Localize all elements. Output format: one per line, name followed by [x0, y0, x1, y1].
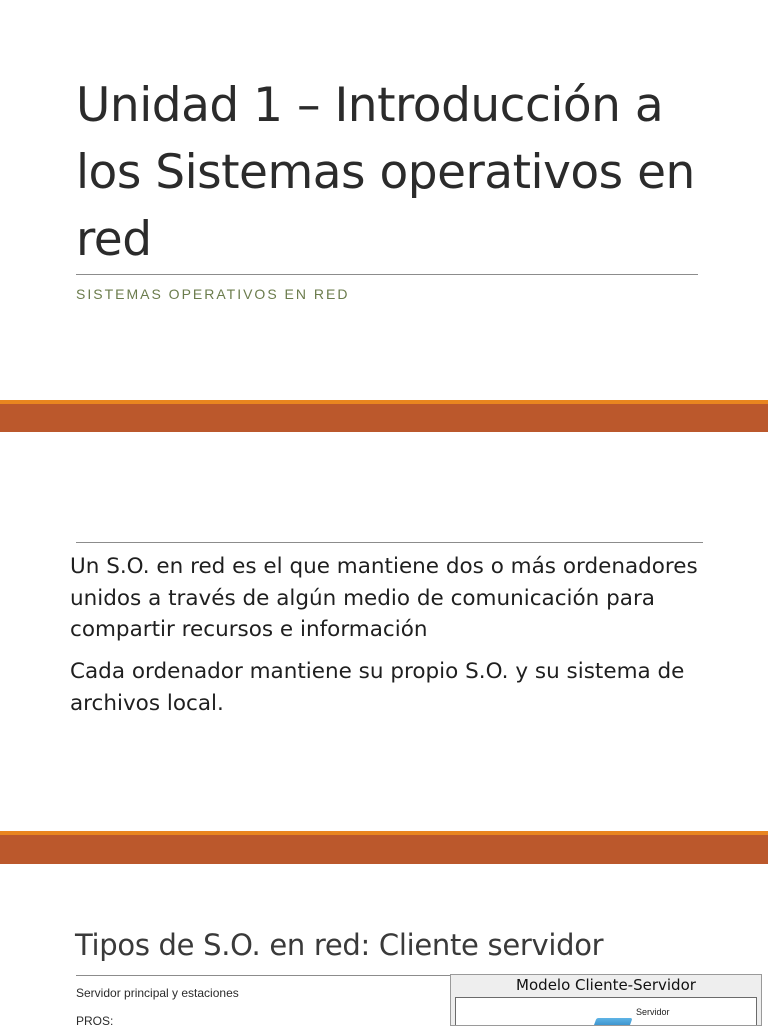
slide-separator [0, 835, 768, 864]
server-icon [591, 1018, 632, 1026]
slide-subtitle: SISTEMAS OPERATIVOS EN RED [76, 286, 350, 302]
paragraph-definition: Un S.O. en red es el que mantiene dos o más ordenadores unidos a través de algún medio de comunicación para compartir recursos e información [70, 554, 698, 642]
slide-title: Unidad 1 – Introducción a los Sistemas operativos en red [76, 78, 695, 267]
title-divider [76, 274, 698, 275]
slide-title: Tipos de S.O. en red: Cliente servidor [75, 928, 604, 962]
title-divider [76, 975, 450, 976]
server-label: Servidor [636, 1007, 670, 1017]
pros-label: PROS: [76, 1014, 114, 1028]
paragraph-local-system: Cada ordenador mantiene su propio S.O. y su sistema de archivos local. [70, 659, 685, 716]
diagram-title: Modelo Cliente-Servidor [516, 976, 696, 994]
content-divider [76, 542, 703, 543]
client-server-diagram [450, 974, 762, 1026]
slide-separator [0, 404, 768, 432]
diagram-canvas [455, 997, 757, 1026]
body-text: Servidor principal y estaciones [76, 986, 239, 1000]
